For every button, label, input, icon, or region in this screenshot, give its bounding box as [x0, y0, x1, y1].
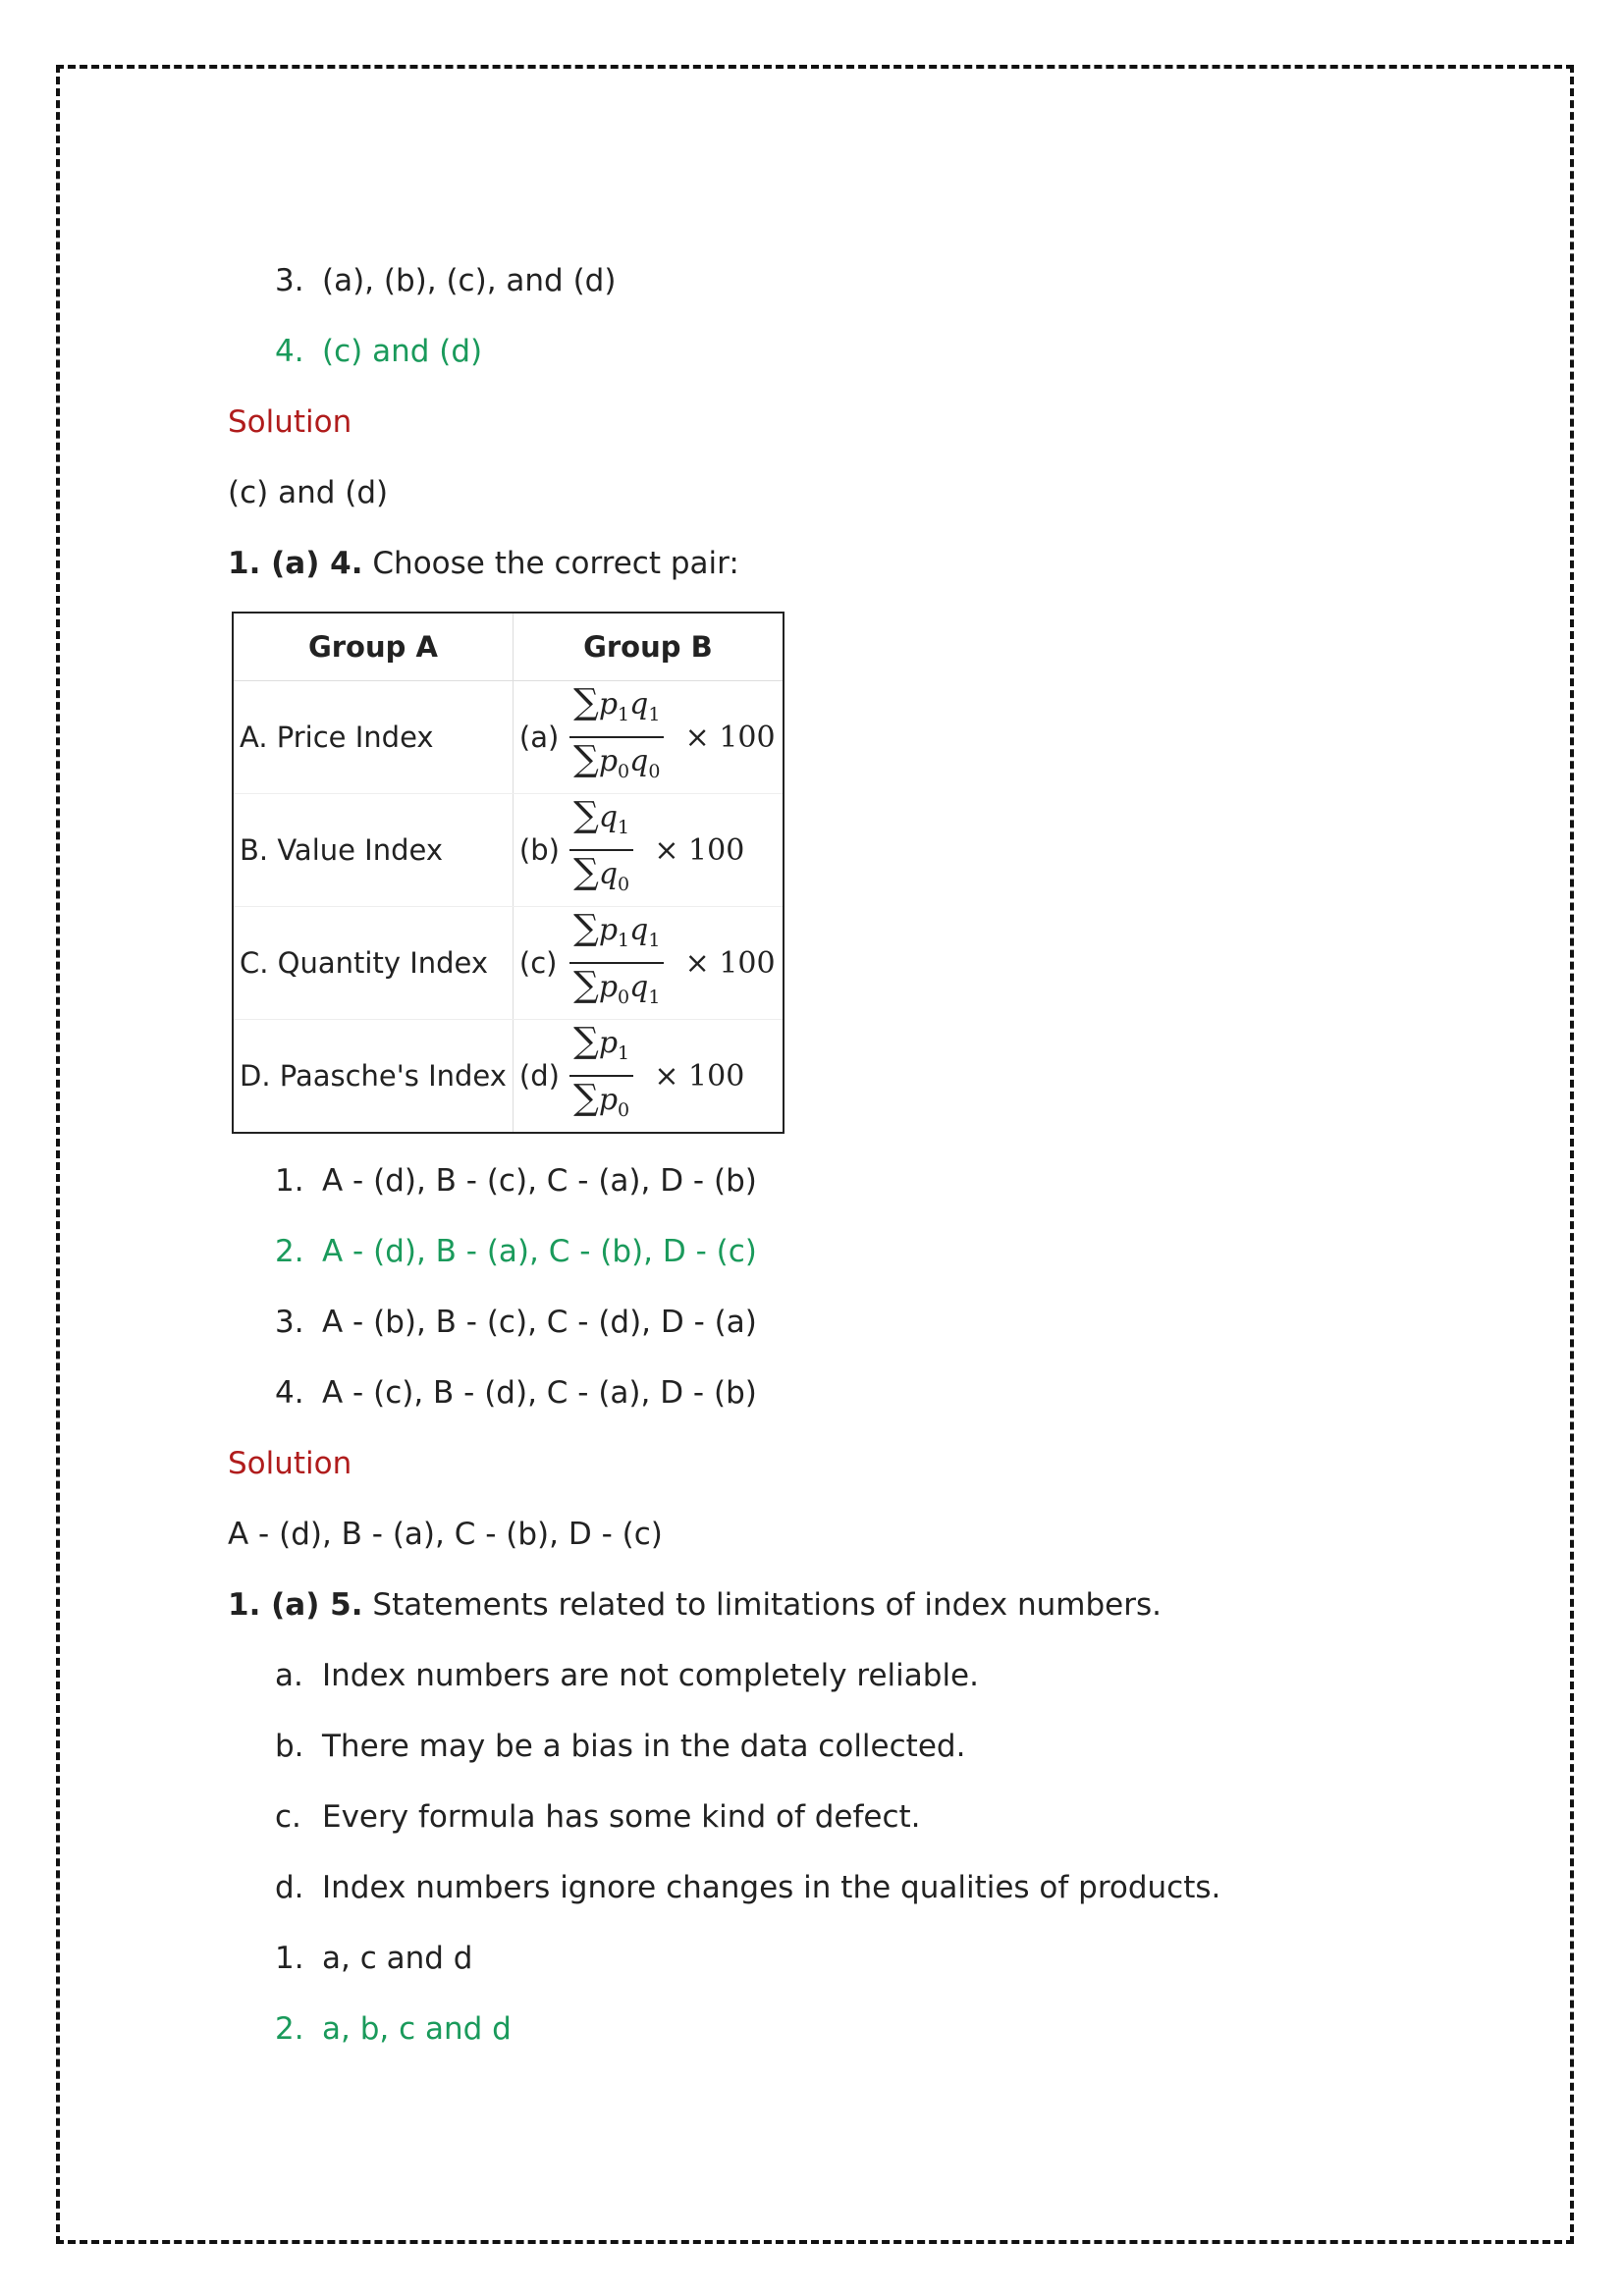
group-b-cell [513, 907, 784, 1020]
group-a-cell: D. Paasche's Index [233, 1020, 513, 1134]
statement-text: There may be a bias in the data collected. [322, 1729, 966, 1764]
solution-heading: Solution [228, 1446, 352, 1481]
correct-option [228, 1216, 1504, 1287]
solution-text: (c) and (d) [228, 475, 389, 510]
group-b-cell [513, 794, 784, 907]
group-a-cell: A. Price Index [233, 681, 513, 794]
formula-label: (c) [518, 946, 558, 980]
option [228, 1923, 1504, 1994]
statement [228, 1640, 1504, 1711]
option-text: A - (d), B - (c), C - (a), D - (b) [322, 1163, 757, 1199]
statement [228, 1852, 1504, 1923]
formula-label: (a) [518, 721, 560, 754]
option-text: A - (b), B - (c), C - (d), D - (a) [322, 1305, 757, 1340]
match-table [232, 612, 784, 1134]
option-number: 1. [275, 1163, 304, 1199]
question-text: Statements related to limitations of index numbers. [372, 1587, 1162, 1623]
option [228, 1287, 1504, 1358]
statement-text: Index numbers are not completely reliable. [322, 1658, 979, 1693]
formula-fraction: $\frac{\sum p_1}{\sum p_0}$ [569, 1020, 633, 1132]
statement-letter: a. [275, 1658, 303, 1693]
group-a-cell: C. Quantity Index [233, 907, 513, 1020]
option [228, 245, 1504, 316]
option [228, 1146, 1504, 1216]
formula-multiplier: × 100 [654, 832, 745, 868]
statement-text: Index numbers ignore changes in the qualities of products. [322, 1870, 1221, 1905]
group-b-cell [513, 681, 784, 794]
option-number: 4. [275, 1375, 304, 1411]
group-a-header: Group A [233, 613, 513, 681]
formula-multiplier: × 100 [684, 720, 776, 755]
formula-label: (d) [518, 1059, 560, 1093]
option [228, 1358, 1504, 1428]
question-4 [228, 528, 1504, 599]
question-5 [228, 1570, 1504, 1640]
option-number: 2. [275, 2011, 304, 2047]
question-number: 1. (a) 5. [228, 1587, 363, 1623]
option-number: 1. [275, 1941, 304, 1976]
statement-letter: d. [275, 1870, 304, 1905]
statement-text: Every formula has some kind of defect. [322, 1799, 921, 1835]
statement [228, 1782, 1504, 1852]
table-row [233, 681, 784, 794]
formula-multiplier: × 100 [654, 1058, 745, 1094]
option-text: A - (c), B - (d), C - (a), D - (b) [322, 1375, 757, 1411]
option-number: 4. [275, 334, 304, 369]
table-row [233, 794, 784, 907]
formula-fraction: $\frac{\sum q_1}{\sum q_0}$ [569, 794, 633, 906]
statement-letter: b. [275, 1729, 304, 1764]
question-number: 1. (a) 4. [228, 546, 363, 581]
solution-heading: Solution [228, 404, 352, 440]
statement [228, 1711, 1504, 1782]
table-row [233, 907, 784, 1020]
option-text: a, c and d [322, 1941, 473, 1976]
option-number: 3. [275, 1305, 304, 1340]
formula-fraction: $\frac{\sum p_1q_1}{\sum p_0q_1}$ [569, 907, 664, 1019]
formula-fraction: $\frac{\sum p_1q_1}{\sum p_0q_0}$ [569, 681, 664, 793]
option-number: 3. [275, 263, 304, 298]
correct-option [228, 316, 1504, 387]
solution-text: A - (d), B - (a), C - (b), D - (c) [228, 1517, 663, 1552]
page-content [228, 245, 1504, 2064]
option-text: (a), (b), (c), and (d) [322, 263, 617, 298]
option-text: A - (d), B - (a), C - (b), D - (c) [322, 1234, 757, 1269]
group-b-cell [513, 1020, 784, 1134]
group-b-header: Group B [513, 613, 784, 681]
correct-option [228, 1994, 1504, 2064]
question-text: Choose the correct pair: [372, 546, 739, 581]
table-row [233, 1020, 784, 1134]
formula-label: (b) [518, 833, 560, 867]
option-text: (c) and (d) [322, 334, 483, 369]
formula-multiplier: × 100 [684, 945, 776, 981]
option-number: 2. [275, 1234, 304, 1269]
option-text: a, b, c and d [322, 2011, 512, 2047]
group-a-cell: B. Value Index [233, 794, 513, 907]
statement-letter: c. [275, 1799, 301, 1835]
